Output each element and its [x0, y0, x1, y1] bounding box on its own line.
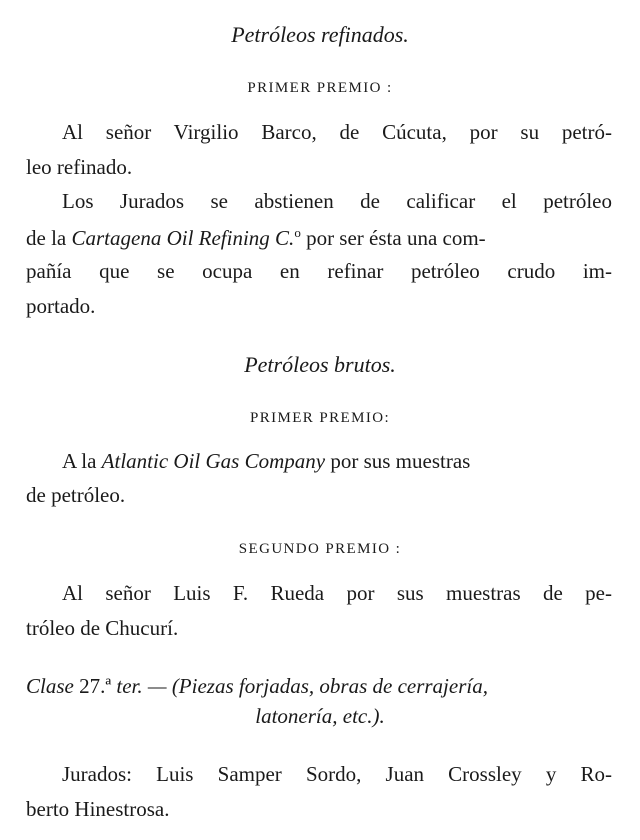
superscript-o: o — [294, 225, 301, 240]
paragraph-jurados-abstienen-line2 — [26, 226, 612, 249]
text-de-la: de la — [26, 226, 72, 250]
paragraph-atlantic-line2: de petróleo. — [26, 483, 126, 507]
paragraph-jurados-abstienen-line3: pañía que se ocupa en refinar petróleo crudo im- — [26, 259, 612, 283]
paragraph-jurados-line2: berto Hinestrosa. — [26, 797, 170, 821]
company-atlantic-oil: Atlantic Oil Gas Company — [101, 449, 326, 473]
text-a-la: A la — [62, 449, 102, 473]
paragraph-luis-rueda-line2: tróleo de Chucurí. — [26, 616, 179, 640]
text-por-sus-muestras: por sus muestras — [325, 449, 471, 473]
text-por-ser: por ser ésta una com- — [300, 226, 486, 250]
heading-petroleos-refinados: Petróleos refinados. — [231, 22, 409, 47]
clase-prefix: Clase — [26, 674, 74, 698]
clase-number: 27.ª — [79, 674, 112, 698]
primer-premio-label-brutos: PRIMER PREMIO: — [249, 410, 391, 426]
paragraph-jurados-abstienen-line1: Los Jurados se abstienen de calificar el petróleo — [62, 189, 612, 213]
clase-heading-line1 — [26, 676, 612, 697]
paragraph-luis-rueda-line1: Al señor Luis F. Rueda por sus muestras de pe- — [62, 581, 612, 605]
clase-heading-line2: latonería, etc.). — [255, 704, 385, 728]
paragraph-jurados-line1: Jurados: Luis Samper Sordo, Juan Crossley y Ro- — [62, 762, 612, 786]
clase-title: ter. — (Piezas forjadas, obras de cerrajería, — [116, 674, 488, 698]
paragraph-jurados-abstienen-line4: portado. — [26, 294, 96, 318]
company-cartagena-oil: Cartagena Oil Refining C. — [71, 226, 295, 250]
heading-petroleos-brutos: Petróleos brutos. — [244, 352, 396, 377]
paragraph-atlantic-line1 — [62, 451, 612, 472]
segundo-premio-label: SEGUNDO PREMIO : — [238, 541, 402, 557]
primer-premio-label-refinados: PRIMER PREMIO : — [247, 80, 393, 96]
paragraph-virgilio-barco-line1: Al señor Virgilio Barco, de Cúcuta, por su petró- — [62, 120, 612, 144]
paragraph-virgilio-barco-line2: leo refinado. — [26, 155, 133, 179]
